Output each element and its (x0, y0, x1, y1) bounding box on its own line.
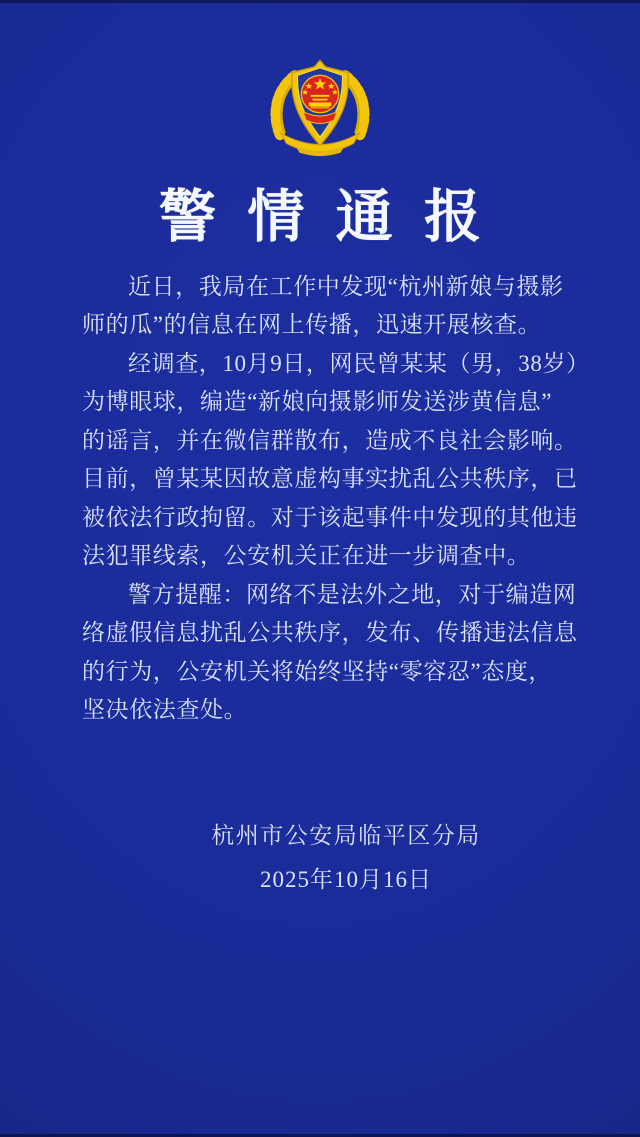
notice-line: 络虚假信息扰乱公共秩序，发布、传播违法信息 (82, 620, 578, 646)
paragraph-1 (82, 268, 564, 345)
notice-line: 目前，曾某某因故意虚构事实扰乱公共秩序，已 (82, 466, 578, 492)
notice-line: 的谣言，并在微信群散布，造成不良社会影响。 (82, 427, 578, 453)
issuing-authority: 杭州市公安局临平区分局 (211, 822, 481, 848)
signature-block (0, 821, 640, 895)
paragraph-2 (82, 345, 590, 576)
notice-line: 经调查，10月9日，网民曾某某（男，38岁） (128, 350, 590, 376)
paragraph-3 (82, 576, 578, 730)
notice-body (82, 268, 590, 730)
notice-line: 法犯罪线索，公安机关正在进一步调查中。 (82, 543, 531, 569)
notice-line: 被依法行政拘留。对于该起事件中发现的其他违 (82, 504, 578, 530)
notice-line: 近日，我局在工作中发现“杭州新娘与摄影 (128, 273, 564, 299)
notice-line: 警方提醒：网络不是法外之地，对于编造网 (128, 581, 577, 607)
notice-line: 的行为，公安机关将始终坚持“零容忍”态度， (82, 658, 553, 684)
notice-title: 警情通报 (158, 186, 513, 249)
notice-line: 坚决依法查处。 (82, 697, 248, 723)
notice-line: 师的瓜”的信息在网上传播，迅速开展核查。 (82, 312, 542, 338)
issue-date: 2025年10月16日 (260, 866, 432, 892)
police-badge-svg (264, 56, 376, 160)
police-badge-icon (264, 56, 376, 160)
notice-line: 为博眼球，编造“新娘向摄影师发送涉黄信息” (82, 389, 553, 415)
